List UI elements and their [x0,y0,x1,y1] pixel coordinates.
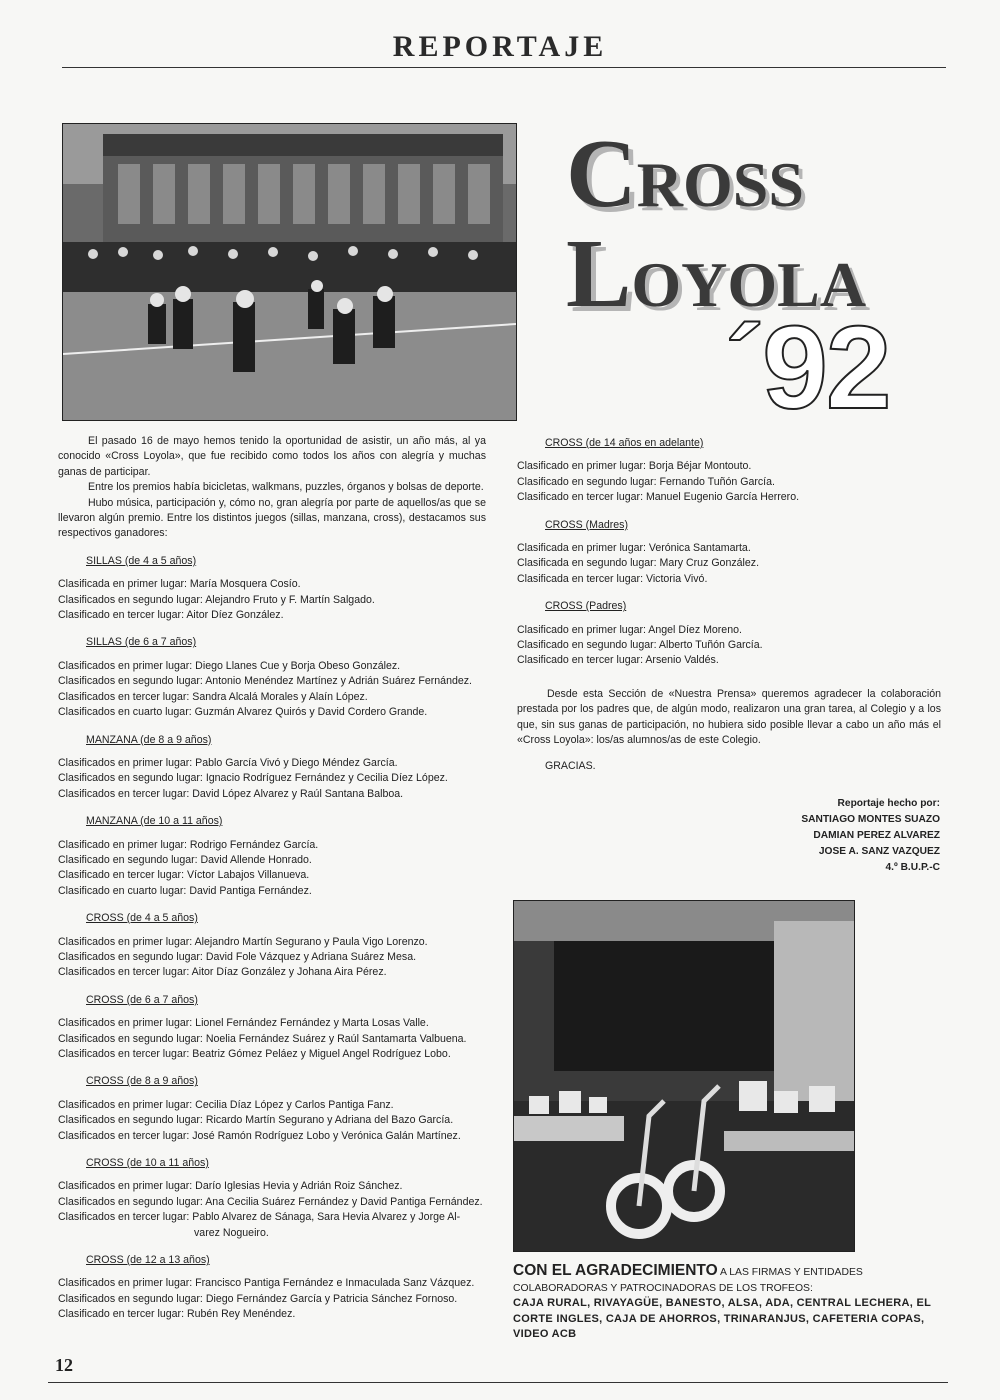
left-column [58,434,486,1323]
section-heading: MANZANA (de 8 a 9 años) [86,733,212,746]
credits-label: Reportaje hecho por: [837,798,940,809]
results-section [58,911,486,981]
page-number: 12 [55,1355,73,1375]
section-heading: CROSS (de 12 a 13 años) [86,1254,210,1267]
result-line: Clasificados en tercer lugar: Aitor Díaz González y Johana Aira Pérez. [58,966,387,979]
section-heading: CROSS (de 4 a 5 años) [86,912,198,925]
result-line: Clasificados en primer lugar: Lionel Fernández Fernández y Marta Losas Valle. [58,1017,429,1030]
result-line: Clasificados en tercer lugar: Pablo Alvarez de Sánaga, Sara Hevia Alvarez y Jorge Al- [58,1211,461,1224]
result-line: Clasificados en segundo lugar: Diego Fernández García y Patricia Sánchez Fornoso. [58,1292,458,1305]
intro-paragraph: Entre los premios había bicicletas, walkmans, puzzles, órganos y bolsas de deporte. [88,481,484,494]
result-line: Clasificado en tercer lugar: Víctor Labajos Villanueva. [58,869,310,882]
result-line: Clasificado en tercer lugar: Aitor Díez González. [58,609,284,622]
result-line: Clasificado en tercer lugar: Arsenio Valdés. [517,654,719,667]
result-line: Clasificado en primer lugar: Rodrigo Fernández García. [58,838,319,851]
title-loyola-rest: OYOLA [631,249,867,320]
title-year: ´92 [725,302,890,434]
gracias-text: GRACIAS. [545,759,596,772]
intro-paragraph: Hubo música, participación y, cómo no, gran alegría por parte de aquellos/as que se llevaron algún premio. Entre los distintos juegos (sillas, manzana, cross), destacamos sus respectivos ganadores: [58,496,486,540]
photo-schoolyard [62,123,517,421]
section-heading: CROSS (de 10 a 11 años) [86,1157,209,1170]
title-cross-rest: ROSS [636,149,804,220]
result-line: Clasificado en tercer lugar: Rubén Rey Menéndez. [58,1308,296,1321]
result-line: Clasificada en primer lugar: Verónica Santamarta. [517,542,751,555]
result-line-continued: varez Nogueiro. [194,1226,269,1239]
result-line: Clasificados en primer lugar: Alejandro Martín Segurano y Paula Vigo Lorenzo. [58,935,428,948]
section-heading: CROSS (Madres) [545,518,628,531]
results-section [58,1074,486,1144]
result-line: Clasificados en segundo lugar: David Fole Vázquez y Adriana Suárez Mesa. [58,950,417,963]
results-section [58,814,486,899]
result-line: Clasificada en primer lugar: María Mosquera Cosío. [58,578,301,591]
acknowledgment-lead: CON EL AGRADECIMIENTO [513,1262,718,1279]
section-heading: CROSS (de 6 a 7 años) [86,993,198,1006]
footer-rule [48,1382,948,1383]
results-section [58,1156,486,1241]
results-section [517,518,941,588]
result-line: Clasificada en tercer lugar: Victoria Vivó. [517,572,708,585]
result-line: Clasificados en primer lugar: Darío Iglesias Hevia y Adrián Roiz Sánchez. [58,1180,403,1193]
result-line: Clasificados en tercer lugar: José Ramón Rodríguez Lobo y Verónica Galán Martínez. [58,1129,461,1142]
result-line: Clasificado en tercer lugar: Manuel Eugenio García Herrero. [517,491,800,504]
section-heading: SILLAS (de 4 a 5 años) [86,554,197,567]
result-line: Clasificado en cuarto lugar: David Pantiga Fernández. [58,884,312,897]
results-section [58,993,486,1063]
section-header: REPORTAJE [392,30,608,63]
result-line: Clasificado en primer lugar: Borja Béjar Montouto. [517,460,752,473]
credits-class: 4.º B.U.P.-C [885,862,940,873]
result-line: Clasificado en segundo lugar: Fernando Tuñón García. [517,475,775,488]
result-line: Clasificados en primer lugar: Pablo García Vivó y Diego Méndez García. [58,756,398,769]
title-line-cross [566,118,804,230]
result-line: Clasificados en tercer lugar: Sandra Alcalá Morales y Alaín López. [58,690,368,703]
result-line: Clasificados en primer lugar: Cecilia Díaz López y Carlos Pantiga Fanz. [58,1098,394,1111]
header-rule [62,67,946,68]
results-section [58,635,486,720]
results-section [58,554,486,624]
credits-name: JOSE A. SANZ VAZQUEZ [818,846,940,857]
results-section [517,599,941,669]
result-line: Clasificados en primer lugar: Francisco Pantiga Fernández e Inmaculada Sanz Vázquez. [58,1277,475,1290]
result-line: Clasificados en segundo lugar: Antonio Menéndez Martínez y Adrián Suárez Fernández. [58,675,472,688]
result-line: Clasificados en segundo lugar: Ricardo Martín Segurano y Adriana del Bazo García. [58,1114,454,1127]
title-cross-initial: C [566,120,637,228]
result-line: Clasificados en segundo lugar: Ana Cecilia Suárez Fernández y David Pantiga Fernández. [58,1195,483,1208]
closing-paragraph: Desde esta Sección de «Nuestra Prensa» queremos agradecer la colaboración prestada por los padres que, de algún modo, realizaron una gran tarea, al Colegio y a los que, sin sus ganas de participación, no hubiera sido posible llevar a cabo un año más el «Cross Loyola»: los/as alumnos/as de este Colegio. [517,687,941,747]
title-loyola-initial: L [566,220,632,328]
result-line: Clasificados en tercer lugar: David López Alvarez y Raúl Santana Balboa. [58,787,404,800]
results-section [517,436,941,506]
credits-name: SANTIAGO MONTES SUAZO [801,814,940,825]
result-line: Clasificado en segundo lugar: David Allende Honrado. [58,853,312,866]
result-line: Clasificado en segundo lugar: Alberto Tuñón García. [517,639,763,652]
results-section [58,1253,486,1323]
section-heading: CROSS (de 8 a 9 años) [86,1075,198,1088]
result-line: Clasificado en primer lugar: Angel Díez Moreno. [517,623,742,636]
results-section [58,733,486,803]
result-line: Clasificados en tercer lugar: Beatriz Gómez Peláez y Miguel Angel Rodríguez Lobo. [58,1048,451,1060]
acknowledgment-block [513,1263,940,1343]
result-line: Clasificados en segundo lugar: Ignacio Rodríguez Fernández y Cecilia Díez López. [58,772,448,785]
result-line: Clasificados en segundo lugar: Alejandro Fruto y F. Martín Salgado. [58,593,375,606]
section-heading: MANZANA (de 10 a 11 años) [86,815,223,828]
report-credits [740,796,940,876]
result-line: Clasificados en cuarto lugar: Guzmán Alvarez Quirós y David Cordero Grande. [58,706,428,719]
sponsor-list: CAJA RURAL, RIVAYAGÜE, BANESTO, ALSA, ADA, CENTRAL LECHERA, EL CORTE INGLES, CAJA DE AHORROS, TRINARANJUS, CAFETERIA COPAS, VIDEO ACB [513,1297,931,1341]
right-column [517,424,941,774]
intro-paragraph: El pasado 16 de mayo hemos tenido la oportunidad de asistir, un año más, al ya conocido «Cross Loyola», que fue recibido como todos los años con alegría y muchas ganas de participar. [58,435,486,478]
section-heading: CROSS (Padres) [545,600,627,613]
section-heading: CROSS (de 14 años en adelante) [545,437,704,449]
acknowledgment-text: A LAS FIRMAS Y ENTIDADES COLABORADORAS Y PATROCINADORAS DE LOS TROFEOS: [513,1267,863,1294]
section-heading: SILLAS (de 6 a 7 años) [86,636,197,649]
photo-prizes [513,900,855,1252]
result-line: Clasificados en segundo lugar: Noelia Fernández Suárez y Raúl Santamarta Valbuena. [58,1032,467,1045]
result-line: Clasificados en primer lugar: Diego Llanes Cue y Borja Obeso González. [58,659,401,672]
credits-name: DAMIAN PEREZ ALVAREZ [813,830,940,841]
result-line: Clasificada en segundo lugar: Mary Cruz González. [517,557,760,570]
